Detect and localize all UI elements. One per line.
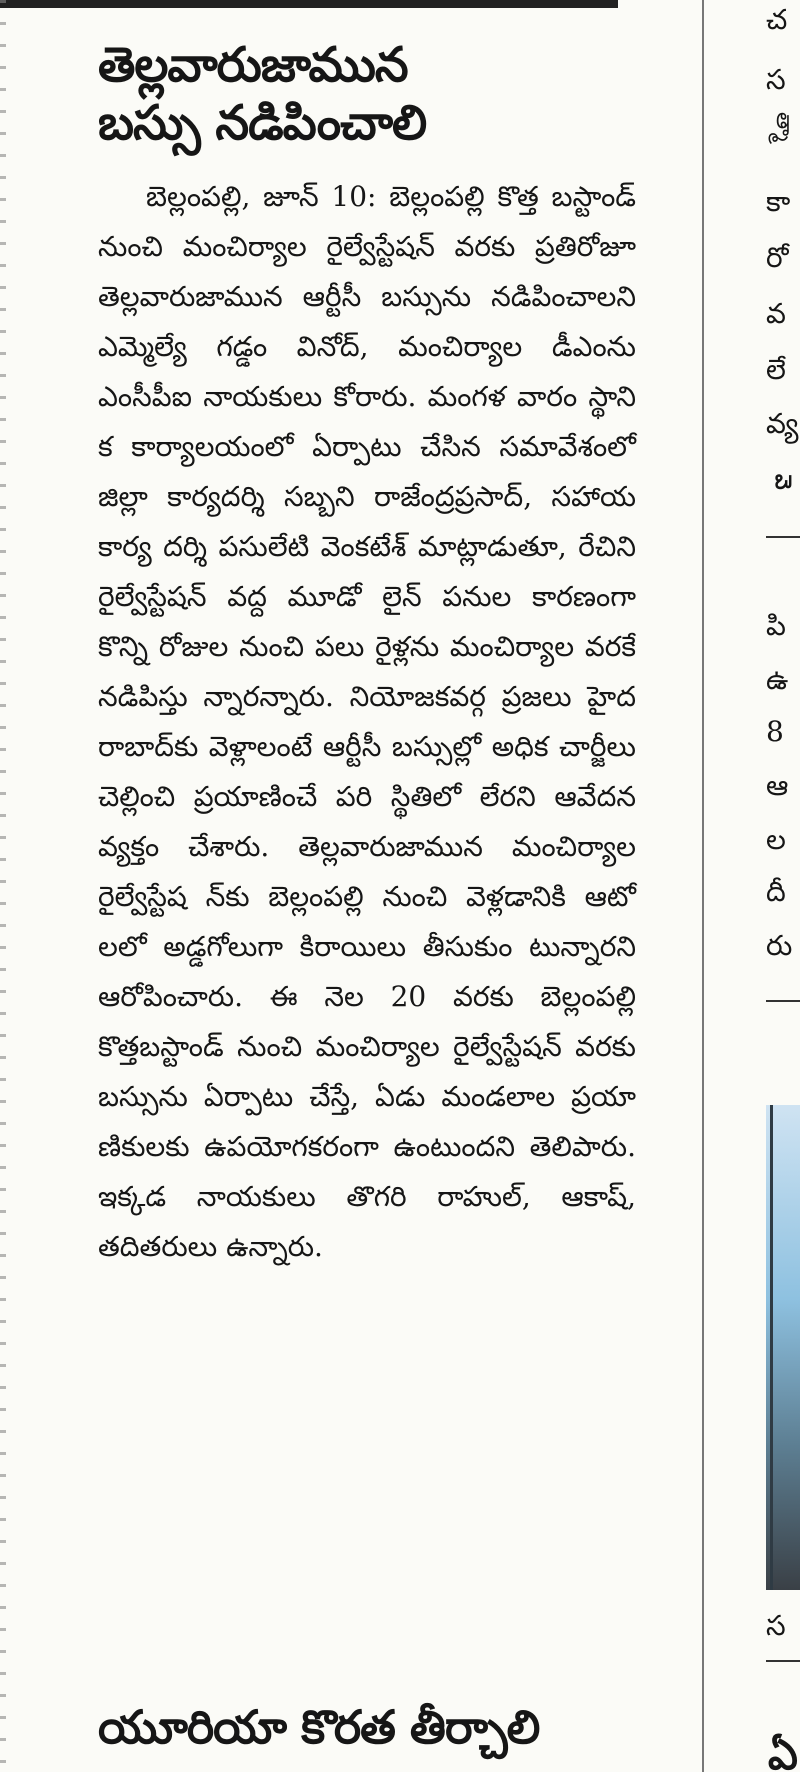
side-fragment: ల (766, 823, 786, 856)
side-fragment: ఆ (766, 769, 789, 802)
side-fragment: 8 (766, 715, 784, 748)
side-photo (766, 1105, 800, 1590)
side-fragment: వ (766, 297, 786, 330)
side-rule (766, 1000, 800, 1002)
side-fragment: పి (766, 609, 786, 642)
next-article-headline: యూరియా కొరత తీర్చాలి (98, 1700, 540, 1754)
side-fragment-rotated: త్మా (771, 112, 796, 142)
column-divider (702, 0, 704, 1772)
main-article (98, 20, 636, 1272)
side-headline-fragment: ఏ (768, 1730, 798, 1772)
article-body: బెల్లంపల్లి, జూన్ 10: బెల్లంపల్లి కొత్త బస్టాండ్ నుంచి మంచిర్యాల రైల్వేస్టేషన్ వరకు ప్రతిరోజూ తెల్లవారుజామున ఆర్టీసీ బస్సును నడిపించాలని ఎమ్మెల్యే గడ్డం వినోద్, మంచిర్యాల డీఎంను ఎంసీపీఐ నాయకులు కోరారు. మంగళ వారం స్థాని క కార్యాలయంలో ఏర్పాటు చేసిన సమావేశంలో జిల్లా కార్యదర్శి సబ్బని రాజేంద్రప్రసాద్, సహాయ కార్య దర్శి పసులేటి వెంకటేశ్ మాట్లాడుతూ, రేచిని రైల్వేస్టేషన్ వద్ద మూడో లైన్ పనుల కారణంగా కొన్ని రోజుల నుంచి పలు రైళ్లను మంచిర్యాల వరకే నడిపిస్తు న్నారన్నారు. నియోజకవర్గ ప్రజలు హైద రాబాద్‌కు వెళ్లాలంటే ఆర్టీసీ బస్సుల్లో అధిక చార్జీలు చెల్లించి ప్రయాణించే పరి స్థితిలో లేరని ఆవేదన వ్యక్తం చేశారు. తెల్లవారుజామున మంచిర్యాల రైల్వేస్టేష న్‌కు బెల్లంపల్లి నుంచి వెళ్లడానికి ఆటో లలో అడ్డగోలుగా కిరాయిలు తీసుకుం టున్నారని ఆరోపించారు. ఈ నెల 20 వరకు బెల్లంపల్లి కొత్తబస్టాండ్ నుంచి మంచిర్యాల రైల్వేస్టేషన్ వరకు బస్సును ఏర్పాటు చేస్తే, ఏడు మండలాల ప్రయా ణికులకు ఉపయోగకరంగా ఉంటుందని తెలిపారు. ఇక్కడ నాయకులు తొగరి రాహుల్, ఆకాష్, తదితరులు ఉన్నారు. (98, 180, 636, 1264)
side-fragment: రో (766, 241, 789, 274)
side-fragment: చ (766, 3, 788, 36)
left-gutter-rule (0, 0, 6, 1772)
side-fragment: వ్య (766, 407, 799, 440)
side-fragment: లే (766, 353, 786, 386)
headline-line1: తెల్లవారుజామున (98, 37, 408, 93)
photo-wire (770, 1105, 773, 1590)
side-fragment: ఉ (766, 663, 789, 696)
headline-line2: బస్సు నడిపించాలి (98, 95, 427, 152)
side-fragment: కా (766, 185, 791, 218)
side-rule (766, 536, 800, 538)
side-heading-fragment: వె (770, 474, 796, 490)
side-caption-fragment: స (766, 1609, 786, 1642)
side-column (760, 0, 800, 1772)
side-fragment: రు (766, 929, 793, 962)
side-fragment: స (766, 63, 786, 96)
top-rule (0, 0, 618, 8)
side-rule (766, 1660, 800, 1662)
side-fragment: దీ (766, 875, 786, 908)
